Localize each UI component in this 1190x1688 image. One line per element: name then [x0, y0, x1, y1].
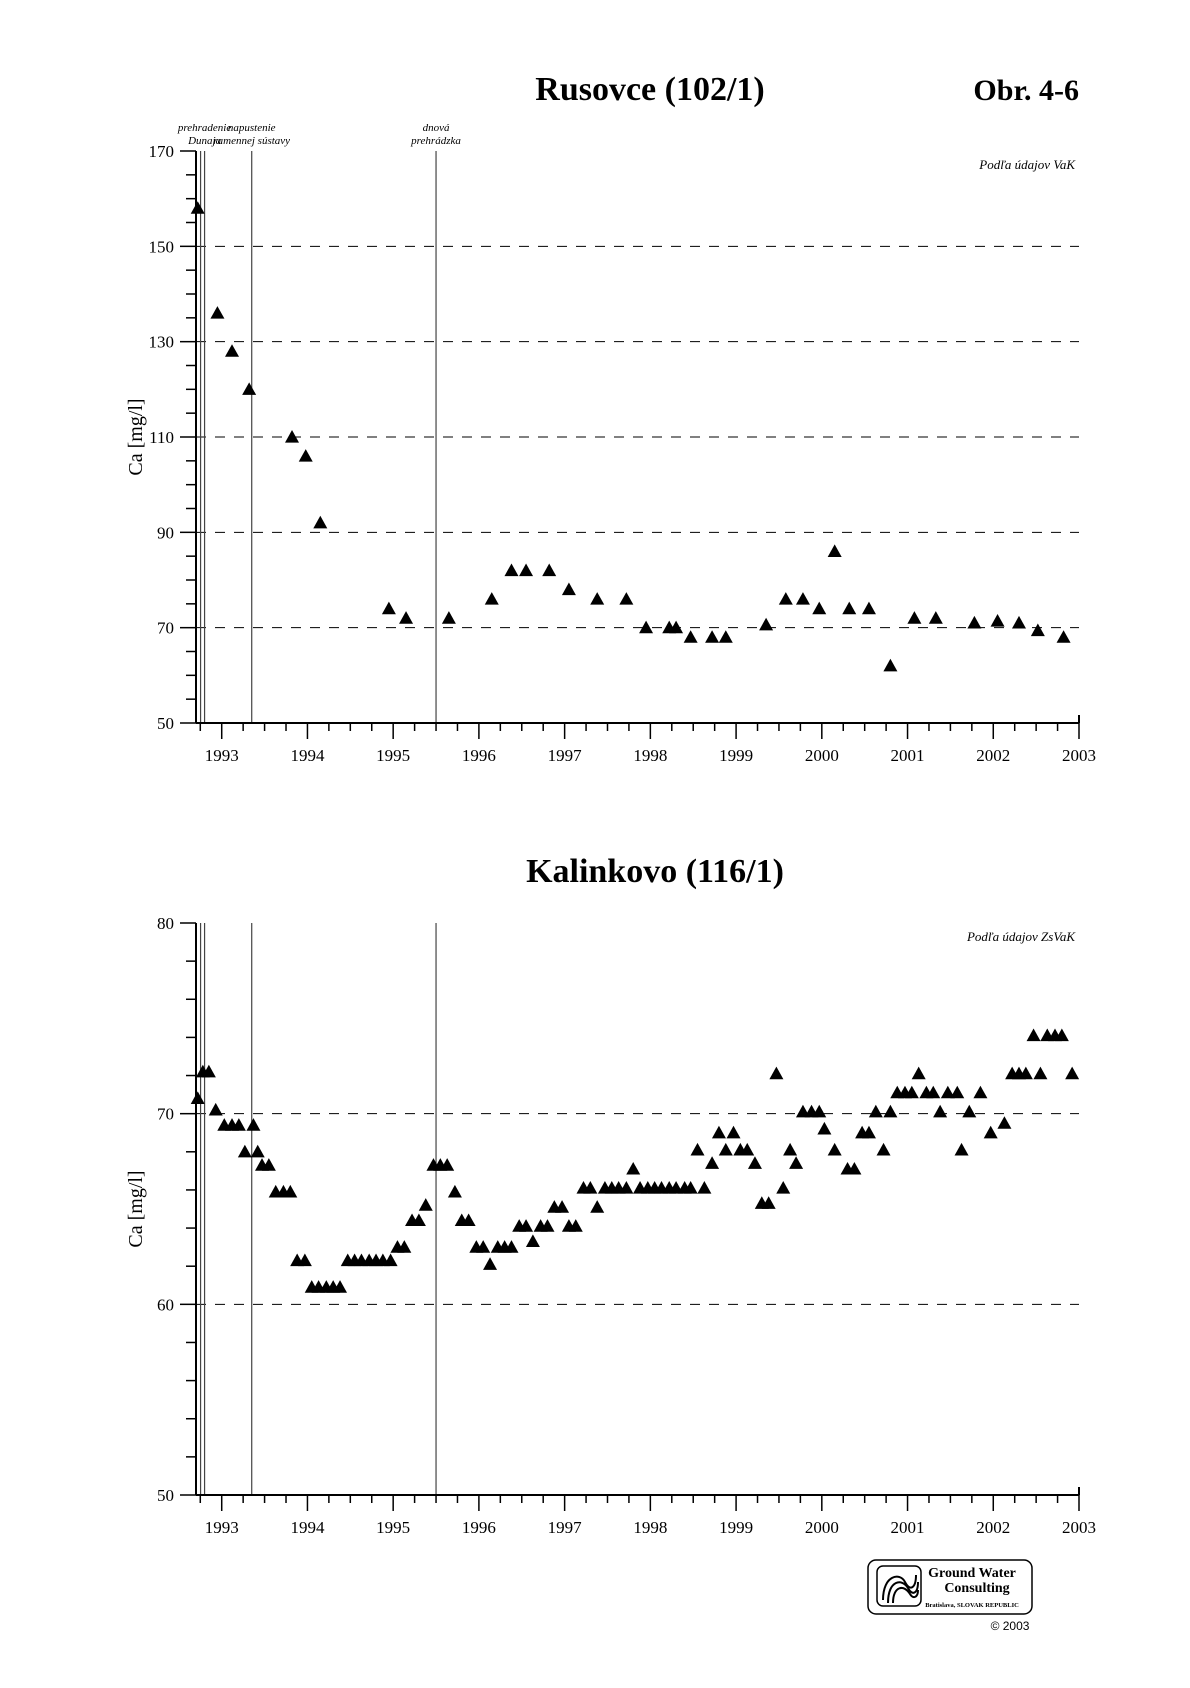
logo-line1: Ground Water — [928, 1566, 1016, 1581]
y-tick-label: 50 — [157, 714, 174, 733]
data-point — [1031, 624, 1045, 637]
data-point — [313, 516, 327, 529]
x-tick-label: 2000 — [804, 1518, 839, 1537]
data-point — [210, 306, 224, 319]
x-tick-label: 1996 — [461, 1518, 496, 1537]
data-point — [817, 1122, 831, 1135]
data-point — [783, 1143, 797, 1156]
data-point — [1057, 630, 1071, 643]
data-point — [504, 563, 518, 576]
x-tick-label: 1994 — [290, 1518, 325, 1537]
data-point — [748, 1156, 762, 1169]
data-point — [862, 602, 876, 615]
data-point — [828, 1143, 842, 1156]
data-point — [542, 563, 556, 576]
y-tick-label: 170 — [148, 142, 174, 161]
data-point — [933, 1105, 947, 1118]
data-point — [590, 592, 604, 605]
data-point — [485, 592, 499, 605]
x-tick-label: 1995 — [376, 746, 411, 765]
data-point — [759, 618, 773, 631]
data-point — [883, 659, 897, 672]
y-tick-label: 80 — [157, 914, 174, 933]
data-point — [1027, 1028, 1041, 1041]
data-point — [877, 1143, 891, 1156]
x-tick-label: 2003 — [1062, 746, 1096, 765]
data-point — [883, 1105, 897, 1118]
data-point — [697, 1181, 711, 1194]
x-tick-label: 1993 — [204, 746, 239, 765]
data-point — [299, 449, 313, 462]
x-tick-label: 1998 — [633, 746, 668, 765]
event-label: prehradenie — [177, 122, 232, 134]
data-point — [251, 1145, 265, 1158]
data-point — [191, 1091, 205, 1104]
data-point — [519, 563, 533, 576]
event-label: napustenie — [227, 122, 276, 134]
y-tick-label: 50 — [157, 1486, 174, 1505]
company-logo — [868, 1560, 1032, 1633]
x-tick-label: 1997 — [547, 746, 582, 765]
data-point — [973, 1086, 987, 1099]
y-tick-label: 70 — [157, 618, 174, 638]
x-tick-label: 1994 — [290, 746, 325, 765]
y-tick-label: 90 — [157, 523, 174, 543]
data-point — [828, 544, 842, 557]
data-point — [1065, 1067, 1079, 1080]
data-point — [950, 1086, 964, 1099]
data-point — [225, 344, 239, 357]
x-tick-label: 2001 — [890, 1518, 925, 1537]
data-point — [191, 201, 205, 214]
x-tick-label: 1998 — [633, 1518, 668, 1537]
x-tick-label: 2002 — [976, 1518, 1011, 1537]
data-point — [684, 630, 698, 643]
data-point — [399, 611, 413, 624]
data-point — [955, 1143, 969, 1156]
chart-title: Rusovce (102/1) — [535, 71, 765, 108]
data-point — [691, 1143, 705, 1156]
data-point — [382, 602, 396, 615]
data-point — [779, 592, 793, 605]
data-point — [526, 1234, 540, 1247]
y-axis-label: Ca [mg/l] — [125, 1170, 147, 1248]
data-point — [929, 611, 943, 624]
figure-label: Obr. 4-6 — [973, 74, 1079, 107]
data-point — [789, 1156, 803, 1169]
data-point — [776, 1181, 790, 1194]
data-point — [1012, 616, 1026, 629]
data-point — [285, 430, 299, 443]
data-point — [242, 382, 256, 395]
data-point — [1033, 1067, 1047, 1080]
data-point — [705, 1156, 719, 1169]
y-tick-label: 130 — [148, 332, 174, 352]
logo-line2: Consulting — [944, 1581, 1010, 1596]
data-point — [209, 1103, 223, 1116]
event-label: Dunaja — [188, 135, 222, 147]
y-tick-label: 110 — [149, 428, 174, 447]
data-point — [997, 1116, 1011, 1129]
event-label: prehrádzka — [411, 135, 461, 147]
data-point — [562, 583, 576, 596]
x-tick-label: 2000 — [804, 746, 839, 765]
data-point — [448, 1185, 462, 1198]
data-point — [419, 1198, 433, 1211]
logo-copyright: © 2003 — [990, 1619, 1030, 1633]
data-point — [907, 611, 921, 624]
chart-title: Kalinkovo (116/1) — [526, 853, 784, 890]
y-axis-label: Ca [mg/l] — [125, 398, 147, 476]
data-point — [590, 1200, 604, 1213]
data-point — [719, 1143, 733, 1156]
data-point — [246, 1118, 260, 1131]
y-tick-label: 150 — [148, 237, 174, 257]
data-point — [962, 1105, 976, 1118]
x-tick-label: 1995 — [376, 1518, 411, 1537]
data-point — [705, 630, 719, 643]
data-point — [483, 1257, 497, 1270]
chart-kalinkovo — [125, 853, 1096, 1537]
source-note: Podľa údajov ZsVaK — [966, 929, 1075, 944]
data-point — [991, 614, 1005, 627]
x-tick-label: 1999 — [719, 746, 754, 765]
event-label: ramennej sústavy — [213, 135, 291, 147]
data-point — [796, 592, 810, 605]
chart-rusovce — [125, 71, 1096, 765]
logo-line3: Bratislava, SLOVAK REPUBLIC — [925, 1602, 1019, 1609]
data-point — [712, 1126, 726, 1139]
data-point — [869, 1105, 883, 1118]
data-point — [719, 630, 733, 643]
data-point — [442, 611, 456, 624]
x-tick-label: 1996 — [461, 746, 496, 765]
data-point — [842, 602, 856, 615]
x-tick-label: 2002 — [976, 746, 1011, 765]
data-point — [912, 1067, 926, 1080]
data-point — [769, 1067, 783, 1080]
data-point — [238, 1145, 252, 1158]
y-tick-label: 60 — [157, 1295, 174, 1315]
data-point — [619, 592, 633, 605]
x-tick-label: 2001 — [890, 746, 925, 765]
x-tick-label: 1997 — [547, 1518, 582, 1537]
data-point — [727, 1126, 741, 1139]
x-tick-label: 1999 — [719, 1518, 754, 1537]
y-tick-label: 70 — [157, 1104, 174, 1124]
data-point — [967, 616, 981, 629]
source-note: Podľa údajov VaK — [979, 157, 1075, 172]
data-point — [812, 602, 826, 615]
data-point — [984, 1126, 998, 1139]
data-point — [626, 1162, 640, 1175]
x-tick-label: 2003 — [1062, 1518, 1096, 1537]
x-tick-label: 1993 — [204, 1518, 239, 1537]
event-label: dnová — [422, 122, 450, 134]
data-point — [639, 621, 653, 634]
